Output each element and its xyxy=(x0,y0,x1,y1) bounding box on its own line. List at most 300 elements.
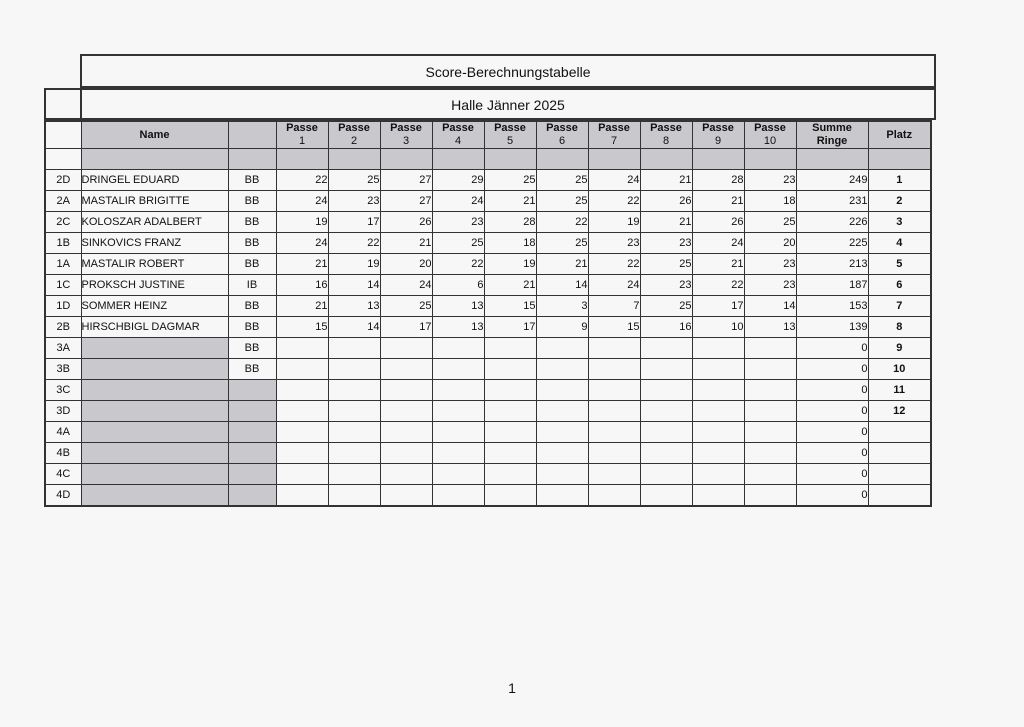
row-score-passe-7 xyxy=(588,443,640,464)
header-passe-label: Passe xyxy=(494,122,526,134)
row-score-passe-8 xyxy=(640,443,692,464)
header-passe-label: Passe xyxy=(702,122,734,134)
row-class: BB xyxy=(228,254,276,275)
row-score-passe-4 xyxy=(432,422,484,443)
row-sum: 153 xyxy=(796,296,868,317)
table-row xyxy=(45,485,931,506)
row-score-passe-9: 26 xyxy=(692,212,744,233)
header-passe-9 xyxy=(692,121,744,149)
row-class xyxy=(228,485,276,506)
row-place: 1 xyxy=(868,170,931,191)
row-class: BB xyxy=(228,359,276,380)
row-class: BB xyxy=(228,212,276,233)
header-passe-2 xyxy=(328,121,380,149)
row-score-passe-8 xyxy=(640,359,692,380)
row-score-passe-4: 6 xyxy=(432,275,484,296)
row-id: 2B xyxy=(45,317,81,338)
row-score-passe-3: 27 xyxy=(380,191,432,212)
table-row xyxy=(45,401,931,422)
row-score-passe-10 xyxy=(744,380,796,401)
header-blank-row xyxy=(45,149,931,170)
header-blank-cell xyxy=(868,149,931,170)
row-score-passe-6 xyxy=(536,338,588,359)
row-sum: 231 xyxy=(796,191,868,212)
row-score-passe-10: 23 xyxy=(744,275,796,296)
row-score-passe-1 xyxy=(276,338,328,359)
row-score-passe-3: 21 xyxy=(380,233,432,254)
row-id: 4A xyxy=(45,422,81,443)
row-score-passe-4 xyxy=(432,401,484,422)
row-score-passe-1: 24 xyxy=(276,191,328,212)
row-score-passe-10 xyxy=(744,359,796,380)
row-score-passe-6: 14 xyxy=(536,275,588,296)
row-score-passe-7 xyxy=(588,359,640,380)
header-blank-cell xyxy=(640,149,692,170)
row-score-passe-4 xyxy=(432,485,484,506)
row-score-passe-7 xyxy=(588,380,640,401)
header-passe-number: 2 xyxy=(350,135,358,147)
row-score-passe-5 xyxy=(484,380,536,401)
header-blank-cell xyxy=(796,149,868,170)
row-score-passe-9: 24 xyxy=(692,233,744,254)
table-row xyxy=(45,212,931,233)
row-score-passe-8: 21 xyxy=(640,170,692,191)
row-score-passe-10 xyxy=(744,443,796,464)
header-passe-number: 5 xyxy=(506,135,514,147)
row-sum: 0 xyxy=(796,401,868,422)
header-passe-3 xyxy=(380,121,432,149)
row-score-passe-8 xyxy=(640,338,692,359)
row-place: 5 xyxy=(868,254,931,275)
row-score-passe-2 xyxy=(328,338,380,359)
row-score-passe-2 xyxy=(328,380,380,401)
row-name: SINKOVICS FRANZ xyxy=(81,233,228,254)
header-blank-cell xyxy=(45,149,81,170)
row-place: 8 xyxy=(868,317,931,338)
row-name xyxy=(81,422,228,443)
row-score-passe-2 xyxy=(328,485,380,506)
row-score-passe-1 xyxy=(276,422,328,443)
row-score-passe-4: 25 xyxy=(432,233,484,254)
row-score-passe-7: 7 xyxy=(588,296,640,317)
row-score-passe-6: 9 xyxy=(536,317,588,338)
row-score-passe-1: 21 xyxy=(276,254,328,275)
row-score-passe-9: 17 xyxy=(692,296,744,317)
table-row xyxy=(45,422,931,443)
row-place: 6 xyxy=(868,275,931,296)
row-score-passe-8: 25 xyxy=(640,296,692,317)
row-score-passe-7: 19 xyxy=(588,212,640,233)
table-row xyxy=(45,338,931,359)
row-score-passe-9: 21 xyxy=(692,191,744,212)
row-score-passe-7 xyxy=(588,338,640,359)
row-id: 1A xyxy=(45,254,81,275)
row-id: 4D xyxy=(45,485,81,506)
row-score-passe-5: 18 xyxy=(484,233,536,254)
table-row xyxy=(45,443,931,464)
row-score-passe-10: 25 xyxy=(744,212,796,233)
header-passe-number: 4 xyxy=(454,135,462,147)
row-score-passe-4 xyxy=(432,443,484,464)
header-passe-number: 1 xyxy=(298,135,306,147)
header-sum-label: Summe xyxy=(812,122,852,134)
row-score-passe-7: 22 xyxy=(588,191,640,212)
row-sum: 0 xyxy=(796,485,868,506)
row-place: 12 xyxy=(868,401,931,422)
row-score-passe-3: 20 xyxy=(380,254,432,275)
header-blank-cell xyxy=(276,149,328,170)
row-score-passe-10: 23 xyxy=(744,170,796,191)
row-score-passe-8: 21 xyxy=(640,212,692,233)
header-passe-number: 9 xyxy=(714,135,722,147)
row-score-passe-5 xyxy=(484,443,536,464)
row-id: 1B xyxy=(45,233,81,254)
row-score-passe-9: 21 xyxy=(692,254,744,275)
row-score-passe-1 xyxy=(276,359,328,380)
row-class: BB xyxy=(228,317,276,338)
row-score-passe-3: 24 xyxy=(380,275,432,296)
row-score-passe-10 xyxy=(744,485,796,506)
header-passe-number: 3 xyxy=(402,135,410,147)
header-blank-cell xyxy=(328,149,380,170)
row-score-passe-9 xyxy=(692,485,744,506)
row-sum: 0 xyxy=(796,443,868,464)
row-name xyxy=(81,464,228,485)
row-score-passe-3 xyxy=(380,485,432,506)
row-score-passe-10 xyxy=(744,464,796,485)
row-score-passe-5 xyxy=(484,485,536,506)
header-blank xyxy=(45,121,81,149)
table-row xyxy=(45,233,931,254)
header-blank-cell xyxy=(432,149,484,170)
row-name xyxy=(81,401,228,422)
header-name: Name xyxy=(81,121,228,149)
row-score-passe-1: 15 xyxy=(276,317,328,338)
header-passe-label: Passe xyxy=(598,122,630,134)
header-blank-cell xyxy=(380,149,432,170)
row-place: 4 xyxy=(868,233,931,254)
row-sum: 0 xyxy=(796,359,868,380)
row-score-passe-6 xyxy=(536,464,588,485)
row-score-passe-2: 14 xyxy=(328,275,380,296)
row-score-passe-9 xyxy=(692,401,744,422)
row-place: 10 xyxy=(868,359,931,380)
row-score-passe-5 xyxy=(484,464,536,485)
table-row xyxy=(45,464,931,485)
row-score-passe-7 xyxy=(588,422,640,443)
row-score-passe-3 xyxy=(380,401,432,422)
row-name: PROKSCH JUSTINE xyxy=(81,275,228,296)
row-score-passe-3 xyxy=(380,422,432,443)
row-score-passe-10: 14 xyxy=(744,296,796,317)
row-score-passe-2 xyxy=(328,443,380,464)
row-score-passe-6 xyxy=(536,443,588,464)
row-score-passe-8 xyxy=(640,464,692,485)
row-score-passe-5: 28 xyxy=(484,212,536,233)
row-score-passe-4: 13 xyxy=(432,317,484,338)
table-row xyxy=(45,380,931,401)
row-score-passe-6: 22 xyxy=(536,212,588,233)
row-place xyxy=(868,485,931,506)
row-name xyxy=(81,380,228,401)
header-passe-label: Passe xyxy=(286,122,318,134)
header-passe-10 xyxy=(744,121,796,149)
row-score-passe-5: 21 xyxy=(484,275,536,296)
row-score-passe-4 xyxy=(432,359,484,380)
row-score-passe-4 xyxy=(432,380,484,401)
table-row xyxy=(45,254,931,275)
row-score-passe-9: 22 xyxy=(692,275,744,296)
row-score-passe-9 xyxy=(692,338,744,359)
header-passe-6 xyxy=(536,121,588,149)
row-score-passe-1 xyxy=(276,401,328,422)
row-score-passe-2 xyxy=(328,359,380,380)
row-score-passe-6 xyxy=(536,485,588,506)
row-class xyxy=(228,464,276,485)
row-sum: 226 xyxy=(796,212,868,233)
row-score-passe-9: 28 xyxy=(692,170,744,191)
row-score-passe-10: 20 xyxy=(744,233,796,254)
row-score-passe-2: 14 xyxy=(328,317,380,338)
row-score-passe-7: 24 xyxy=(588,275,640,296)
row-score-passe-1 xyxy=(276,464,328,485)
row-score-passe-5 xyxy=(484,359,536,380)
row-score-passe-10: 18 xyxy=(744,191,796,212)
row-score-passe-6 xyxy=(536,359,588,380)
row-id: 2A xyxy=(45,191,81,212)
row-sum: 249 xyxy=(796,170,868,191)
table-row xyxy=(45,359,931,380)
row-score-passe-3 xyxy=(380,338,432,359)
row-score-passe-7: 23 xyxy=(588,233,640,254)
row-id: 3C xyxy=(45,380,81,401)
row-score-passe-6: 3 xyxy=(536,296,588,317)
header-passe-label: Passe xyxy=(390,122,422,134)
row-score-passe-4: 22 xyxy=(432,254,484,275)
row-name xyxy=(81,359,228,380)
row-score-passe-2: 17 xyxy=(328,212,380,233)
row-name xyxy=(81,443,228,464)
row-class: BB xyxy=(228,233,276,254)
row-score-passe-4 xyxy=(432,338,484,359)
row-score-passe-3 xyxy=(380,464,432,485)
row-score-passe-1: 19 xyxy=(276,212,328,233)
header-blank-cell xyxy=(588,149,640,170)
row-score-passe-4 xyxy=(432,464,484,485)
row-sum: 0 xyxy=(796,464,868,485)
header-blank-cell xyxy=(744,149,796,170)
row-score-passe-2 xyxy=(328,401,380,422)
row-score-passe-1 xyxy=(276,380,328,401)
row-score-passe-10: 13 xyxy=(744,317,796,338)
row-place: 7 xyxy=(868,296,931,317)
row-name xyxy=(81,485,228,506)
row-score-passe-5 xyxy=(484,338,536,359)
row-name: MASTALIR ROBERT xyxy=(81,254,228,275)
row-place: 9 xyxy=(868,338,931,359)
header-blank-cell xyxy=(81,149,228,170)
row-sum: 225 xyxy=(796,233,868,254)
header-blank-cell xyxy=(536,149,588,170)
row-score-passe-7 xyxy=(588,464,640,485)
row-score-passe-2: 19 xyxy=(328,254,380,275)
row-name: DRINGEL EDUARD xyxy=(81,170,228,191)
row-sum: 213 xyxy=(796,254,868,275)
row-score-passe-10 xyxy=(744,401,796,422)
row-score-passe-2: 22 xyxy=(328,233,380,254)
row-score-passe-5: 19 xyxy=(484,254,536,275)
row-score-passe-5: 25 xyxy=(484,170,536,191)
row-place: 2 xyxy=(868,191,931,212)
row-name: HIRSCHBIGL DAGMAR xyxy=(81,317,228,338)
row-score-passe-6 xyxy=(536,380,588,401)
score-table xyxy=(44,120,932,507)
header-passe-5 xyxy=(484,121,536,149)
header-passe-label: Passe xyxy=(546,122,578,134)
header-blank-cell xyxy=(228,149,276,170)
header-passe-number: 10 xyxy=(763,135,777,147)
row-id: 3A xyxy=(45,338,81,359)
table-row xyxy=(45,170,931,191)
row-score-passe-1 xyxy=(276,485,328,506)
row-score-passe-5 xyxy=(484,422,536,443)
row-class xyxy=(228,422,276,443)
row-sum: 0 xyxy=(796,380,868,401)
row-score-passe-1: 22 xyxy=(276,170,328,191)
table-row xyxy=(45,275,931,296)
row-score-passe-5 xyxy=(484,401,536,422)
row-class: BB xyxy=(228,191,276,212)
header-passe-1 xyxy=(276,121,328,149)
row-name: KOLOSZAR ADALBERT xyxy=(81,212,228,233)
row-id: 1D xyxy=(45,296,81,317)
row-class xyxy=(228,380,276,401)
header-passe-label: Passe xyxy=(754,122,786,134)
row-score-passe-5: 15 xyxy=(484,296,536,317)
row-score-passe-2: 13 xyxy=(328,296,380,317)
row-score-passe-8: 23 xyxy=(640,233,692,254)
row-name: SOMMER HEINZ xyxy=(81,296,228,317)
row-class: BB xyxy=(228,338,276,359)
row-score-passe-7 xyxy=(588,401,640,422)
row-score-passe-2: 23 xyxy=(328,191,380,212)
row-score-passe-1: 21 xyxy=(276,296,328,317)
row-id: 2D xyxy=(45,170,81,191)
table-title: Score-Berechnungstabelle xyxy=(80,54,936,88)
row-score-passe-4: 29 xyxy=(432,170,484,191)
row-score-passe-7: 24 xyxy=(588,170,640,191)
header-passe-4 xyxy=(432,121,484,149)
row-score-passe-8 xyxy=(640,401,692,422)
page-number: 1 xyxy=(508,680,516,696)
row-score-passe-3: 26 xyxy=(380,212,432,233)
row-name xyxy=(81,338,228,359)
row-place xyxy=(868,464,931,485)
row-name: MASTALIR BRIGITTE xyxy=(81,191,228,212)
row-score-passe-4: 13 xyxy=(432,296,484,317)
row-score-passe-6: 21 xyxy=(536,254,588,275)
row-score-passe-8: 25 xyxy=(640,254,692,275)
row-id: 4B xyxy=(45,443,81,464)
row-score-passe-1: 16 xyxy=(276,275,328,296)
header-class xyxy=(228,121,276,149)
header-place: Platz xyxy=(868,121,931,149)
header-passe-8 xyxy=(640,121,692,149)
header-sum xyxy=(796,121,868,149)
row-score-passe-1: 24 xyxy=(276,233,328,254)
row-place: 11 xyxy=(868,380,931,401)
row-class xyxy=(228,443,276,464)
row-score-passe-8 xyxy=(640,422,692,443)
table-row xyxy=(45,317,931,338)
row-sum: 0 xyxy=(796,338,868,359)
row-score-passe-9: 10 xyxy=(692,317,744,338)
header-passe-number: 7 xyxy=(610,135,618,147)
header-sum-sublabel: Ringe xyxy=(816,135,848,147)
row-score-passe-3: 17 xyxy=(380,317,432,338)
row-score-passe-9 xyxy=(692,443,744,464)
table-row xyxy=(45,191,931,212)
row-score-passe-8 xyxy=(640,485,692,506)
row-score-passe-9 xyxy=(692,464,744,485)
row-score-passe-6 xyxy=(536,422,588,443)
row-score-passe-3: 25 xyxy=(380,296,432,317)
header-passe-number: 8 xyxy=(662,135,670,147)
row-score-passe-4: 24 xyxy=(432,191,484,212)
header-blank-cell xyxy=(484,149,536,170)
row-score-passe-7: 22 xyxy=(588,254,640,275)
left-header-stub xyxy=(44,88,80,120)
row-class xyxy=(228,401,276,422)
row-score-passe-9 xyxy=(692,359,744,380)
row-class: IB xyxy=(228,275,276,296)
row-score-passe-8: 23 xyxy=(640,275,692,296)
row-score-passe-6: 25 xyxy=(536,233,588,254)
row-score-passe-3 xyxy=(380,359,432,380)
row-score-passe-10 xyxy=(744,338,796,359)
row-place: 3 xyxy=(868,212,931,233)
row-id: 3D xyxy=(45,401,81,422)
row-score-passe-3 xyxy=(380,443,432,464)
row-score-passe-10 xyxy=(744,422,796,443)
row-score-passe-4: 23 xyxy=(432,212,484,233)
row-id: 2C xyxy=(45,212,81,233)
row-place xyxy=(868,443,931,464)
table-subtitle: Halle Jänner 2025 xyxy=(80,88,936,120)
header-passe-label: Passe xyxy=(442,122,474,134)
header-blank-cell xyxy=(692,149,744,170)
row-score-passe-8: 26 xyxy=(640,191,692,212)
row-score-passe-5: 17 xyxy=(484,317,536,338)
header-passe-7 xyxy=(588,121,640,149)
row-score-passe-3 xyxy=(380,380,432,401)
row-class: BB xyxy=(228,170,276,191)
row-score-passe-9 xyxy=(692,422,744,443)
row-score-passe-9 xyxy=(692,380,744,401)
table-row xyxy=(45,296,931,317)
row-score-passe-5: 21 xyxy=(484,191,536,212)
row-score-passe-6: 25 xyxy=(536,191,588,212)
row-id: 1C xyxy=(45,275,81,296)
row-score-passe-6: 25 xyxy=(536,170,588,191)
row-score-passe-2: 25 xyxy=(328,170,380,191)
row-score-passe-7: 15 xyxy=(588,317,640,338)
row-score-passe-3: 27 xyxy=(380,170,432,191)
row-score-passe-2 xyxy=(328,464,380,485)
row-score-passe-2 xyxy=(328,422,380,443)
row-id: 4C xyxy=(45,464,81,485)
row-score-passe-1 xyxy=(276,443,328,464)
